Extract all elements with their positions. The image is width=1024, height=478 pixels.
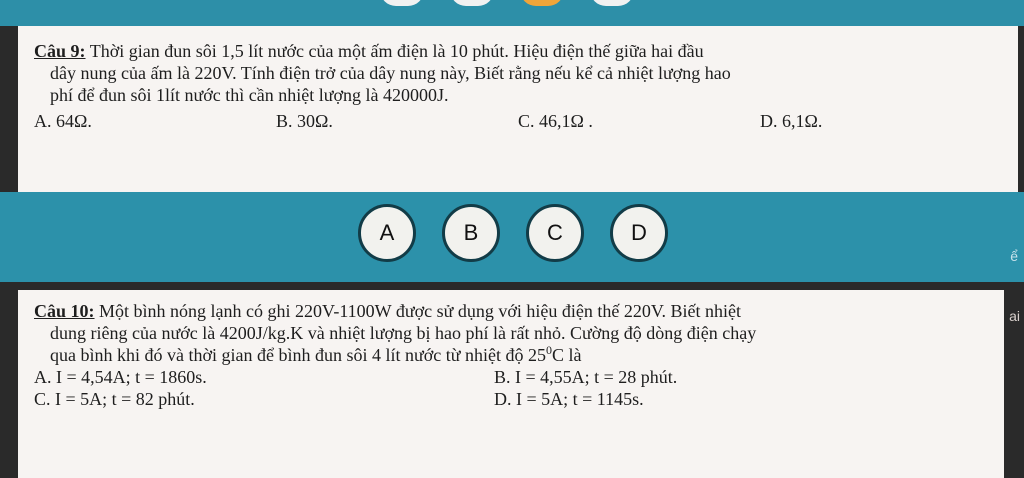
side-fragment: ể <box>1010 248 1018 264</box>
top-dot <box>590 0 634 6</box>
question-10-text-3: qua bình khi đó và thời gian để bình đun sôi 4 lít nước từ nhiệt độ 25 <box>50 345 547 365</box>
question-9-option-d: D. 6,1Ω. <box>760 111 823 131</box>
question-10-option-b: B. I = 4,55A; t = 28 phút. <box>494 367 678 387</box>
answer-c-button[interactable]: C <box>526 204 584 262</box>
question-10-option-d: D. I = 5A; t = 1145s. <box>494 389 644 409</box>
question-10-card <box>18 290 1004 478</box>
question-9-label: Câu 9: <box>34 41 86 61</box>
question-10-text-3-end: C là <box>552 345 582 365</box>
question-10-line-1 <box>34 300 988 322</box>
question-9-card <box>18 26 1018 192</box>
question-9-text-1: Thời gian đun sôi 1,5 lít nước của một ấm điện là 10 phút. Hiệu điện thế giữa hai đầu <box>89 41 704 61</box>
top-decoration <box>380 0 634 6</box>
question-9-text-2: dây nung của ấm là 220V. Tính điện trở của dây nung này, Biết rằng nếu kể cả nhiệt lượng hao <box>50 63 731 83</box>
top-dot <box>520 0 564 6</box>
question-10-options-row-2 <box>34 388 988 410</box>
side-fragment-2: ai <box>1009 308 1020 324</box>
question-9-text-3: phí để đun sôi 1lít nước thì cần nhiệt lượng là 420000J. <box>50 85 449 105</box>
question-9-option-b: B. 30Ω. <box>276 111 333 131</box>
answer-b-button[interactable]: B <box>442 204 500 262</box>
question-9-line-1 <box>34 40 1002 62</box>
answer-d-button[interactable]: D <box>610 204 668 262</box>
question-10-option-c: C. I = 5A; t = 82 phút. <box>34 389 195 409</box>
degree-superscript: 0 <box>546 343 553 357</box>
question-10-text-1: Một bình nóng lạnh có ghi 220V-1100W được sử dụng với hiệu điện thế 220V. Biết nhiệt <box>99 301 742 321</box>
question-10-options-row-1 <box>34 366 988 388</box>
answer-buttons <box>358 204 668 262</box>
question-9-option-c: C. 46,1Ω . <box>518 111 593 131</box>
top-dot <box>380 0 424 6</box>
answer-a-button[interactable]: A <box>358 204 416 262</box>
question-10-option-a: A. I = 4,54A; t = 1860s. <box>34 367 207 387</box>
question-9-option-a: A. 64Ω. <box>34 111 92 131</box>
question-10-text-2: dung riêng của nước là 4200J/kg.K và nhiệt lượng bị hao phí là rất nhỏ. Cường độ dòng điện chạy <box>50 323 757 343</box>
question-9-options <box>34 110 1002 132</box>
question-10-line-3 <box>34 344 988 366</box>
top-dot <box>450 0 494 6</box>
question-10-label: Câu 10: <box>34 301 95 321</box>
